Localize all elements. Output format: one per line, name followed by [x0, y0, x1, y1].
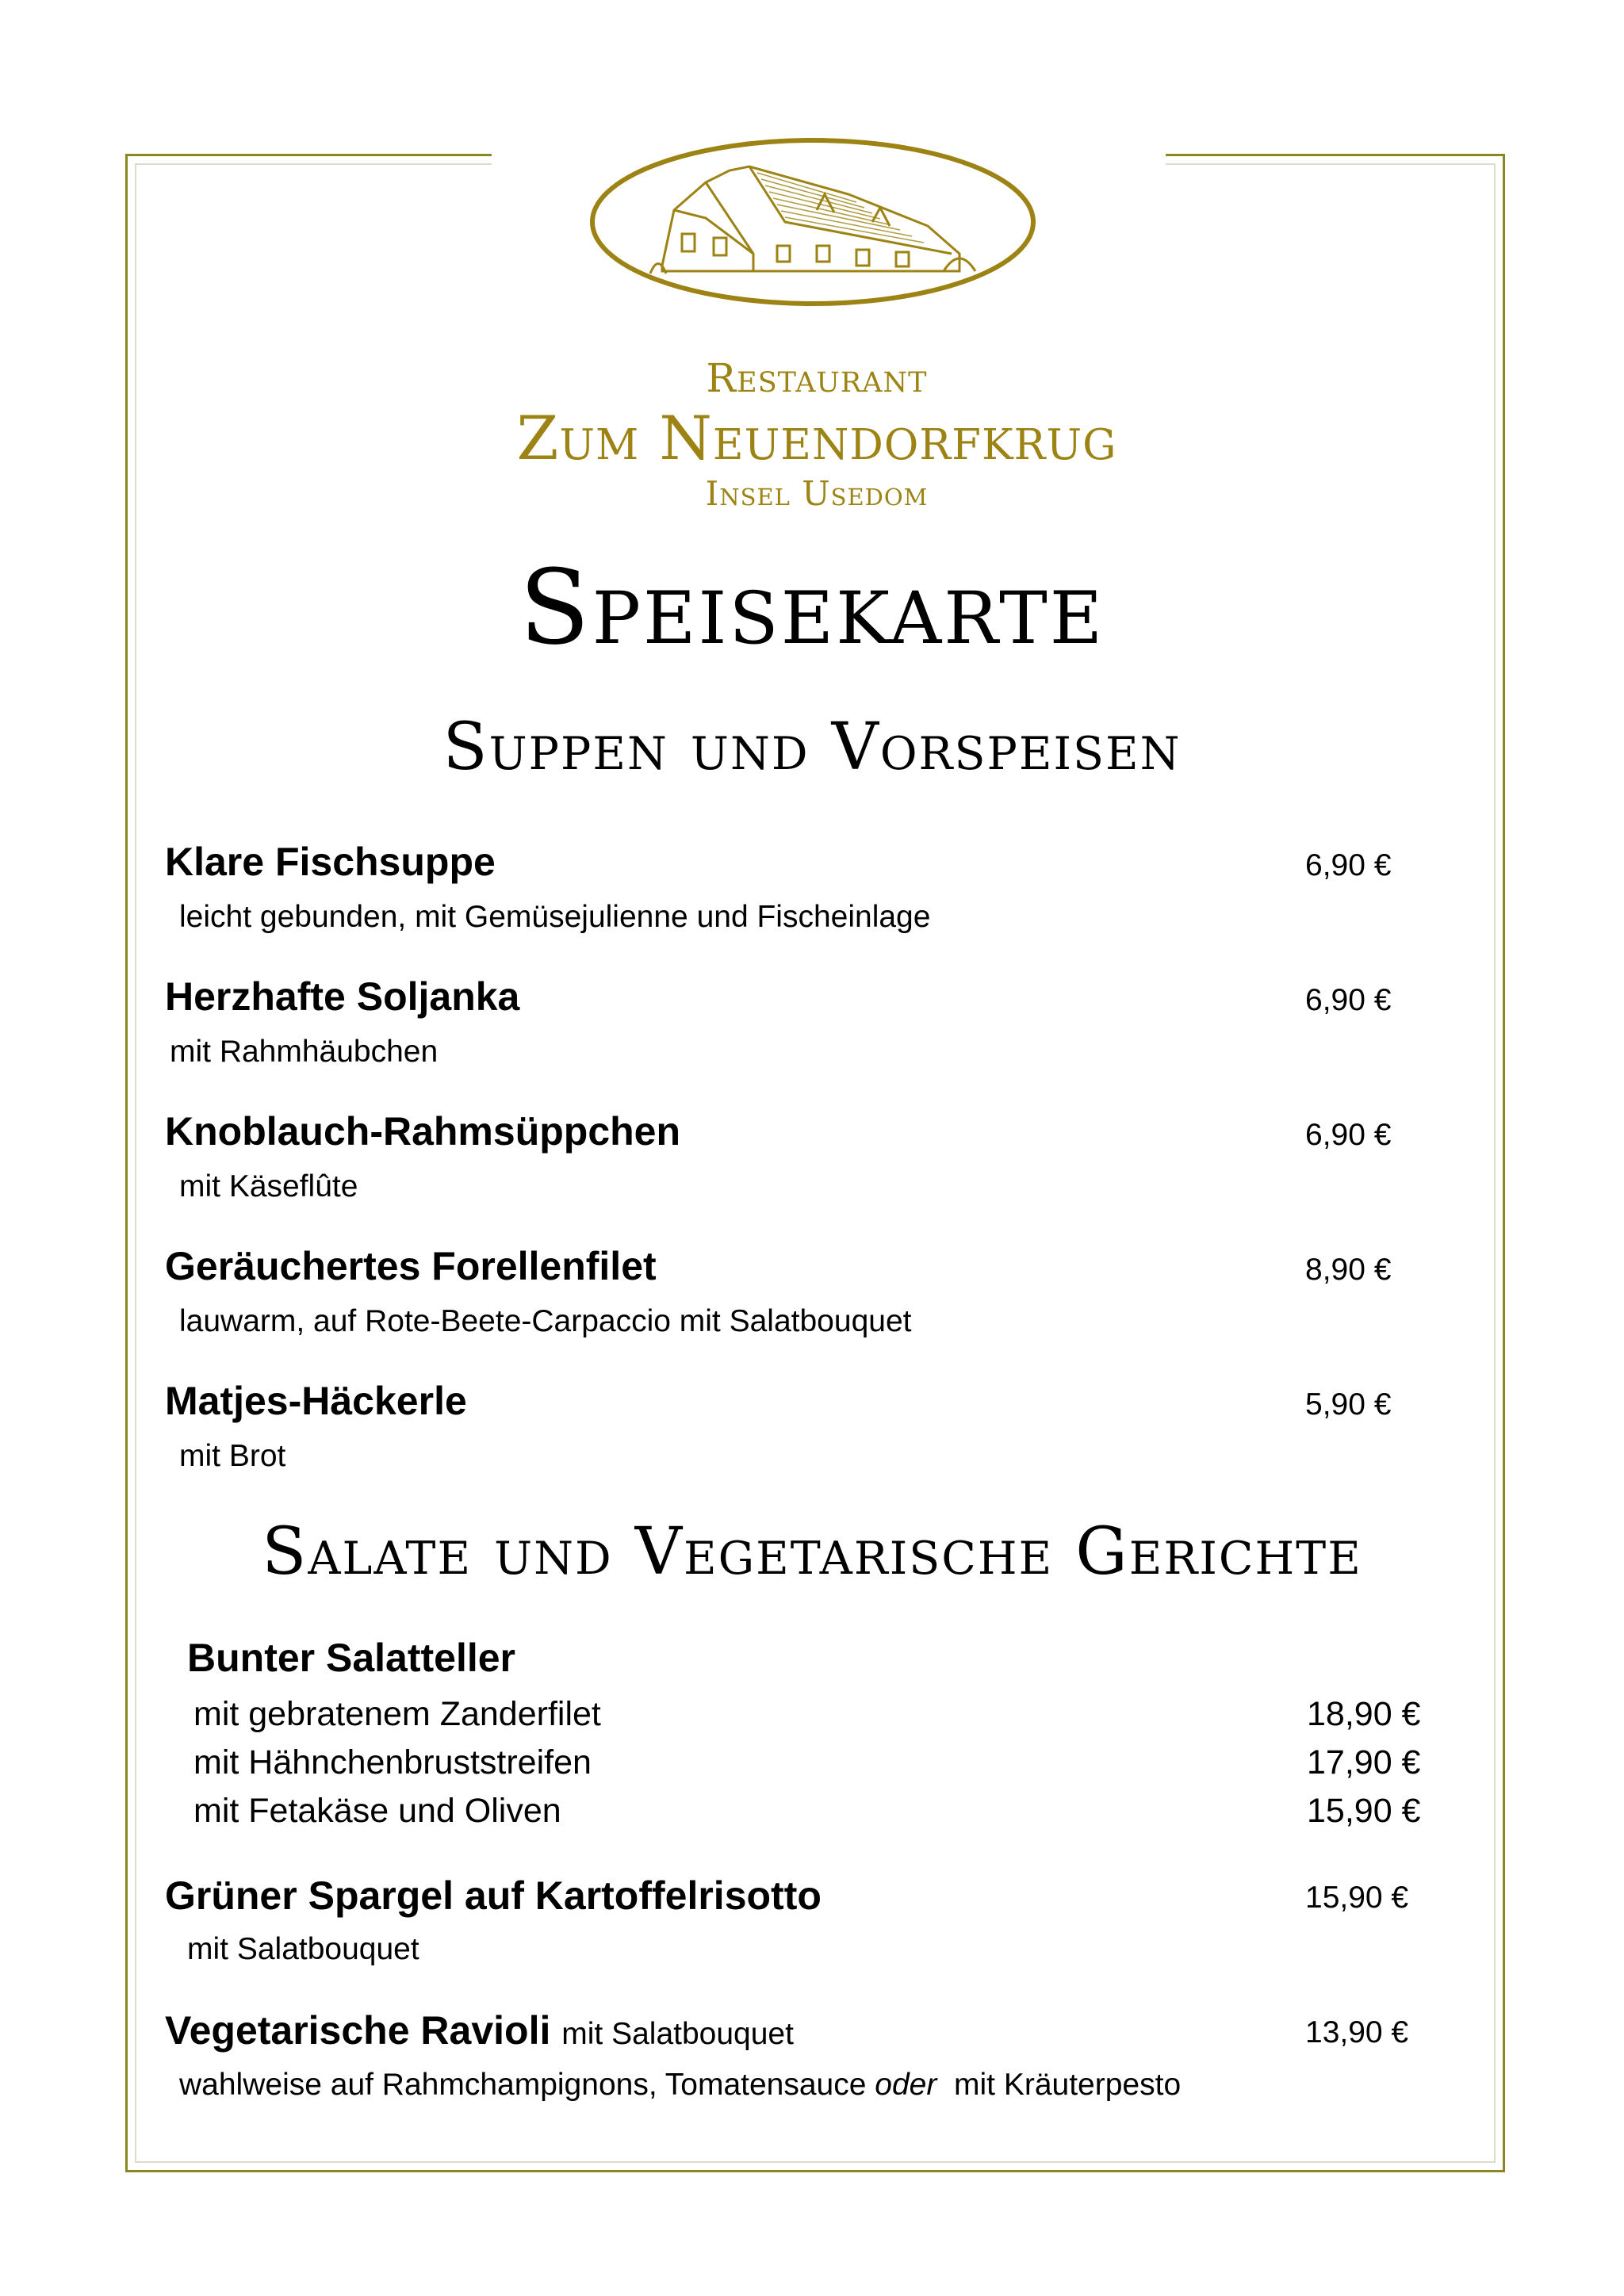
salad-plate-name: Bunter Salatteller: [187, 1636, 516, 1680]
menu-item-name: Knoblauch-Rahmsüppchen: [165, 1109, 681, 1154]
menu-item-price: 6,90 €: [1305, 1118, 1392, 1152]
logo-location: Insel Usedom: [705, 474, 929, 513]
menu-item-description: mit Käseflûte: [179, 1169, 358, 1203]
menu-item-description: mit Brot: [179, 1439, 286, 1473]
menu-item-name: Vegetarische Ravioli: [165, 2008, 551, 2053]
menu-item-description: mit Rahmhäubchen: [170, 1035, 439, 1069]
salad-option: mit Fetakäse und Oliven: [193, 1792, 561, 1830]
menu-item-description: leicht gebunden, mit Gemüsejulienne und Fischeinlage: [179, 900, 931, 934]
description-part: wahlweise auf Rahmchampignons, Tomatensauce: [179, 2068, 867, 2102]
page-title: Speisekarte: [519, 547, 1105, 668]
description-emphasis: oder: [875, 2068, 937, 2102]
menu-item-price: 6,90 €: [1305, 983, 1392, 1017]
logo-restaurant-label: Restaurant: [706, 355, 928, 401]
salad-option-price: 17,90 €: [1307, 1743, 1421, 1781]
description-part: mit Kräuterpesto: [954, 2068, 1182, 2102]
menu-item-name: Geräuchertes Forellenfilet: [165, 1244, 657, 1288]
menu-item-price: 13,90 €: [1305, 2015, 1409, 2049]
menu-item-description: [179, 2068, 1181, 2103]
menu-item-name: Grüner Spargel auf Kartoffelrisotto: [165, 1873, 822, 1918]
menu-item-description: mit Salatbouquet: [187, 1932, 419, 1966]
menu-item-name: Klare Fischsuppe: [165, 840, 496, 884]
menu-item-description: lauwarm, auf Rote-Beete-Carpaccio mit Salatbouquet: [179, 1304, 912, 1338]
restaurant-logo-emblem: [587, 135, 1039, 309]
menu-item-price: 15,90 €: [1305, 1881, 1409, 1915]
menu-item-price: 5,90 €: [1305, 1387, 1392, 1422]
salad-option-price: 15,90 €: [1307, 1792, 1421, 1830]
section-heading-soups: Suppen und Vorspeisen: [442, 710, 1182, 785]
salad-option: mit Hähnchenbruststreifen: [193, 1743, 592, 1781]
menu-item-name: Matjes-Häckerle: [165, 1379, 467, 1423]
menu-item-inline-description: mit Salatbouquet: [561, 2017, 794, 2051]
logo-restaurant-name: Zum Neuendorfkrug: [516, 403, 1117, 473]
section-heading-salads: Salate und Vegetarische Gerichte: [262, 1514, 1362, 1590]
menu-item-name: Herzhafte Soljanka: [165, 974, 520, 1019]
salad-option-price: 18,90 €: [1307, 1695, 1421, 1733]
menu-item-price: 8,90 €: [1305, 1253, 1392, 1287]
menu-item-price: 6,90 €: [1305, 848, 1392, 882]
menu-item-ravioli: [165, 2007, 794, 2053]
salad-option: mit gebratenem Zanderfilet: [193, 1695, 601, 1733]
